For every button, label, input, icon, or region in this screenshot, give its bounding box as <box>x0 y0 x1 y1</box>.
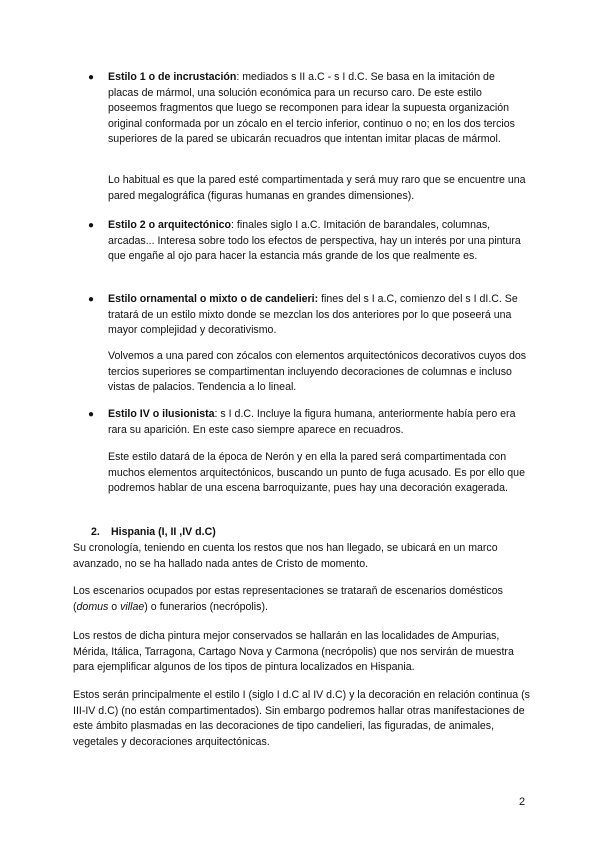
term-villae: villae <box>120 600 145 613</box>
bullet: ● <box>88 294 95 305</box>
bullet: ● <box>88 72 95 83</box>
style-4-extra: Este estilo datará de la época de Nerón y en ella la pared será compartimentada con muchos elementos arquitectónicos, buscando un punto de fuga acusado. Es por ello que podremos hablar de una escena barroquizante, pues hay una decoración exagerada. <box>108 451 525 495</box>
section-heading <box>91 525 216 541</box>
page-number: 2 <box>519 796 526 808</box>
style-3-title: Estilo ornamental o mixto o de candelieri: <box>108 293 319 305</box>
style-3-paragraph <box>108 292 528 339</box>
scenarios-text-start: Los escenarios ocupados por estas representaciones se trataraň de escenarios domésticos ( <box>73 585 503 613</box>
style-1-extra: Lo habitual es que la pared esté compartimentada y será muy raro que se encuentre una pared megalográfica (figuras humanas en grandes dimensiones). <box>108 174 526 202</box>
section-number: 2. <box>91 526 100 538</box>
style-3-text: fines del s I a.C, comienzo del s I dI.C. Se tratará de un estilo mixto donde se mezclan los dos anteriores por lo que poseerá una mayor complejidad y decorativismo. <box>108 293 518 337</box>
bullet: ● <box>88 409 95 420</box>
paragraph-styles-hispania: Estos serán principalmente el estilo I (siglo I d.C al IV d.C) y la decoración en relación continua (s III-IV d.C) (no están compartimentados). Sin embargo podremos hallar otras manifestaciones de este ámbito plasmadas en las decoraciones de tipo candelieri, las figuradas, de animales, vegetales y decoraciones arquitectónicas. <box>73 689 530 748</box>
scenarios-text-end: ) o funerarios (necrópolis). <box>144 600 268 613</box>
style-2-title: Estilo 2 o arquitectónico <box>108 219 232 231</box>
paragraph-remains: Los restos de dicha pintura mejor conservados se hallarán en las localidades de Ampurias, Mérida, Itálica, Tarragona, Cartago Nova y Carmona (necrópolis) que nos servirán de muestra para ejemplificar algunos de los tipos de pintura localizados en Hispania. <box>73 630 514 674</box>
section-title: Hispania (I, II ,IV d.C) <box>111 526 216 538</box>
scenarios-text-mid: o <box>108 600 121 613</box>
style-1-paragraph <box>108 70 528 148</box>
style-1-title: Estilo 1 o de incrustación <box>108 71 237 83</box>
term-domus: domus <box>76 600 109 613</box>
paragraph-chronology: Su cronología, teniendo en cuenta los restos que nos han llegado, se ubicará en un marco avanzado, no se ha hallado nada antes de Cristo de momento. <box>73 542 498 570</box>
style-3-extra: Volvemos a una pared con zócalos con elementos arquitectónicos decorativos cuyos dos tercios superiores se compartimentan incluyendo decoraciones de columnas e incluso vistas de palacios. Tendencia a lo lineal. <box>108 350 527 394</box>
style-2-paragraph <box>108 218 528 265</box>
style-2-text: : finales siglo I a.C. Imitación de barandales, columnas, arcadas... Interesa sobre todo los efectos de perspectiva, hay un interés por una pintura que engañe al ojo para hacer la estancia más grande de los que realmente es. <box>108 219 521 263</box>
style-4-paragraph <box>108 407 528 438</box>
paragraph-scenarios <box>73 584 533 615</box>
bullet: ● <box>88 220 95 231</box>
style-1-text: : mediados s II a.C - s I d.C. Se basa en la imitación de placas de mármol, una solución económica para un recurso caro. De este estilo poseemos fragmentos que luego se recomponen para idear la supuesta organización original conformada por un zócalo en el tercio inferior, continuo o no; en los dos tercios superiores de la pared se ubicarán recuadros que intentan imitar placas de mármol. <box>108 71 515 146</box>
style-4-title: Estilo IV o ilusionista <box>108 408 215 420</box>
style-4-text: : s I d.C. Incluye la figura humana, anteriormente había pero era rara su aparición. En este caso siempre aparece en recuadros. <box>108 408 516 436</box>
